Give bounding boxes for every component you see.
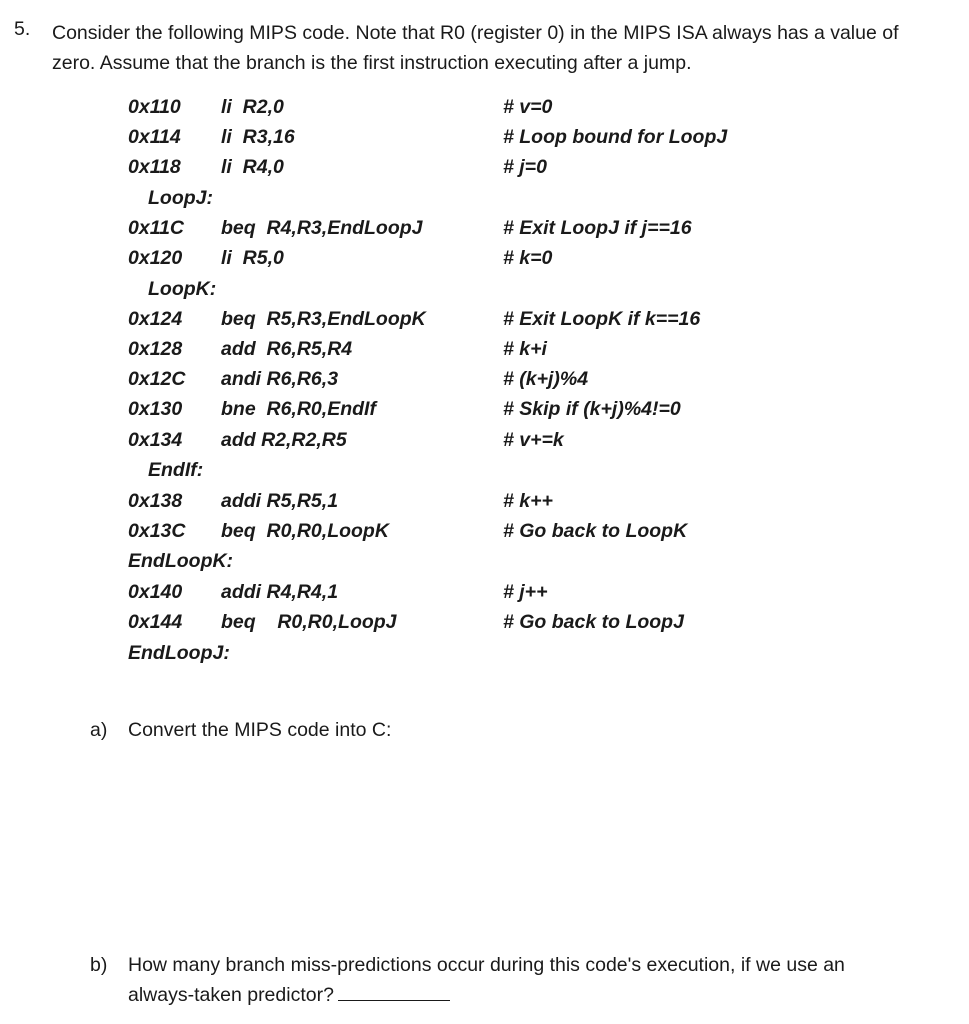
- code-address: 0x124: [128, 308, 183, 330]
- code-address: 0x120: [128, 247, 183, 269]
- code-instruction: li R4,0: [221, 156, 284, 178]
- part-a-text: Convert the MIPS code into C:: [128, 719, 392, 741]
- code-instruction: beq R5,R3,EndLoopK: [221, 308, 426, 330]
- code-address: 0x118: [128, 156, 181, 178]
- code-label-loopk: LoopK:: [148, 278, 217, 300]
- part-b-text-line-2-label: always-taken predictor?: [128, 984, 334, 1006]
- code-comment: # Exit LoopJ if j==16: [503, 217, 692, 239]
- answer-blank[interactable]: [338, 982, 450, 1001]
- code-instruction: addi R5,R5,1: [221, 490, 339, 512]
- code-instruction: andi R6,R6,3: [221, 368, 339, 390]
- code-label-endloopk: EndLoopK:: [128, 550, 234, 572]
- code-instruction: bne R6,R0,EndIf: [221, 398, 376, 420]
- code-comment: # (k+j)%4: [503, 368, 589, 390]
- code-row: [0, 122, 969, 152]
- part-b: [90, 950, 950, 1012]
- code-label-row: [0, 455, 969, 485]
- code-comment: # j++: [503, 581, 548, 603]
- code-label-endloopj: EndLoopJ:: [128, 642, 230, 664]
- code-row: [0, 334, 969, 364]
- code-address: 0x138: [128, 490, 183, 512]
- part-b-text-line-2: [128, 980, 928, 1010]
- code-label-endif: EndIf:: [148, 459, 204, 481]
- code-instruction: beq R0,R0,LoopJ: [221, 611, 397, 633]
- code-address: 0x114: [128, 126, 181, 148]
- code-row: [0, 516, 969, 546]
- code-row: [0, 243, 969, 273]
- code-instruction: li R5,0: [221, 247, 284, 269]
- code-row: [0, 486, 969, 516]
- code-row: [0, 394, 969, 424]
- code-comment: # Exit LoopK if k==16: [503, 308, 701, 330]
- code-label-row: [0, 546, 969, 576]
- code-instruction: li R3,16: [221, 126, 295, 148]
- code-comment: # k+i: [503, 338, 547, 360]
- code-row: [0, 152, 969, 182]
- code-comment: # k=0: [503, 247, 553, 269]
- code-instruction: add R6,R5,R4: [221, 338, 353, 360]
- code-row: [0, 304, 969, 334]
- code-comment: # Loop bound for LoopJ: [503, 126, 728, 148]
- code-label-loopj: LoopJ:: [148, 187, 213, 209]
- part-a-letter: a): [90, 719, 108, 741]
- code-row: [0, 213, 969, 243]
- code-label-row: [0, 274, 969, 304]
- code-address: 0x130: [128, 398, 183, 420]
- code-comment: # k++: [503, 490, 553, 512]
- part-b-text-line-1: How many branch miss-predictions occur during this code's execution, if we use an: [128, 954, 845, 976]
- code-instruction: beq R4,R3,EndLoopJ: [221, 217, 423, 239]
- part-b-text: [128, 950, 928, 1010]
- code-instruction: beq R0,R0,LoopK: [221, 520, 389, 542]
- code-comment: # v+=k: [503, 429, 564, 451]
- part-b-letter: b): [90, 954, 108, 976]
- code-instruction: addi R4,R4,1: [221, 581, 339, 603]
- question-text-line-2: zero. Assume that the branch is the first instruction executing after a jump.: [52, 52, 692, 74]
- code-address: 0x144: [128, 611, 183, 633]
- code-address: 0x11C: [128, 217, 185, 239]
- code-label-row: [0, 183, 969, 213]
- part-a: [90, 715, 950, 745]
- code-row: [0, 92, 969, 122]
- code-row: [0, 577, 969, 607]
- code-comment: # Skip if (k+j)%4!=0: [503, 398, 681, 420]
- code-comment: # Go back to LoopK: [503, 520, 688, 542]
- code-row: [0, 607, 969, 637]
- code-address: 0x110: [128, 96, 181, 118]
- code-address: 0x12C: [128, 368, 186, 390]
- code-comment: # v=0: [503, 96, 553, 118]
- code-instruction: add R2,R2,R5: [221, 429, 347, 451]
- question-number: 5.: [14, 18, 31, 40]
- code-comment: # Go back to LoopJ: [503, 611, 684, 633]
- code-comment: # j=0: [503, 156, 547, 178]
- question-text-line-1: Consider the following MIPS code. Note that R0 (register 0) in the MIPS ISA always has a value of: [52, 22, 899, 44]
- code-address: 0x13C: [128, 520, 186, 542]
- code-address: 0x134: [128, 429, 183, 451]
- code-label-row: [0, 638, 969, 668]
- code-row: [0, 364, 969, 394]
- code-row: [0, 425, 969, 455]
- code-address: 0x140: [128, 581, 183, 603]
- code-address: 0x128: [128, 338, 183, 360]
- code-instruction: li R2,0: [221, 96, 284, 118]
